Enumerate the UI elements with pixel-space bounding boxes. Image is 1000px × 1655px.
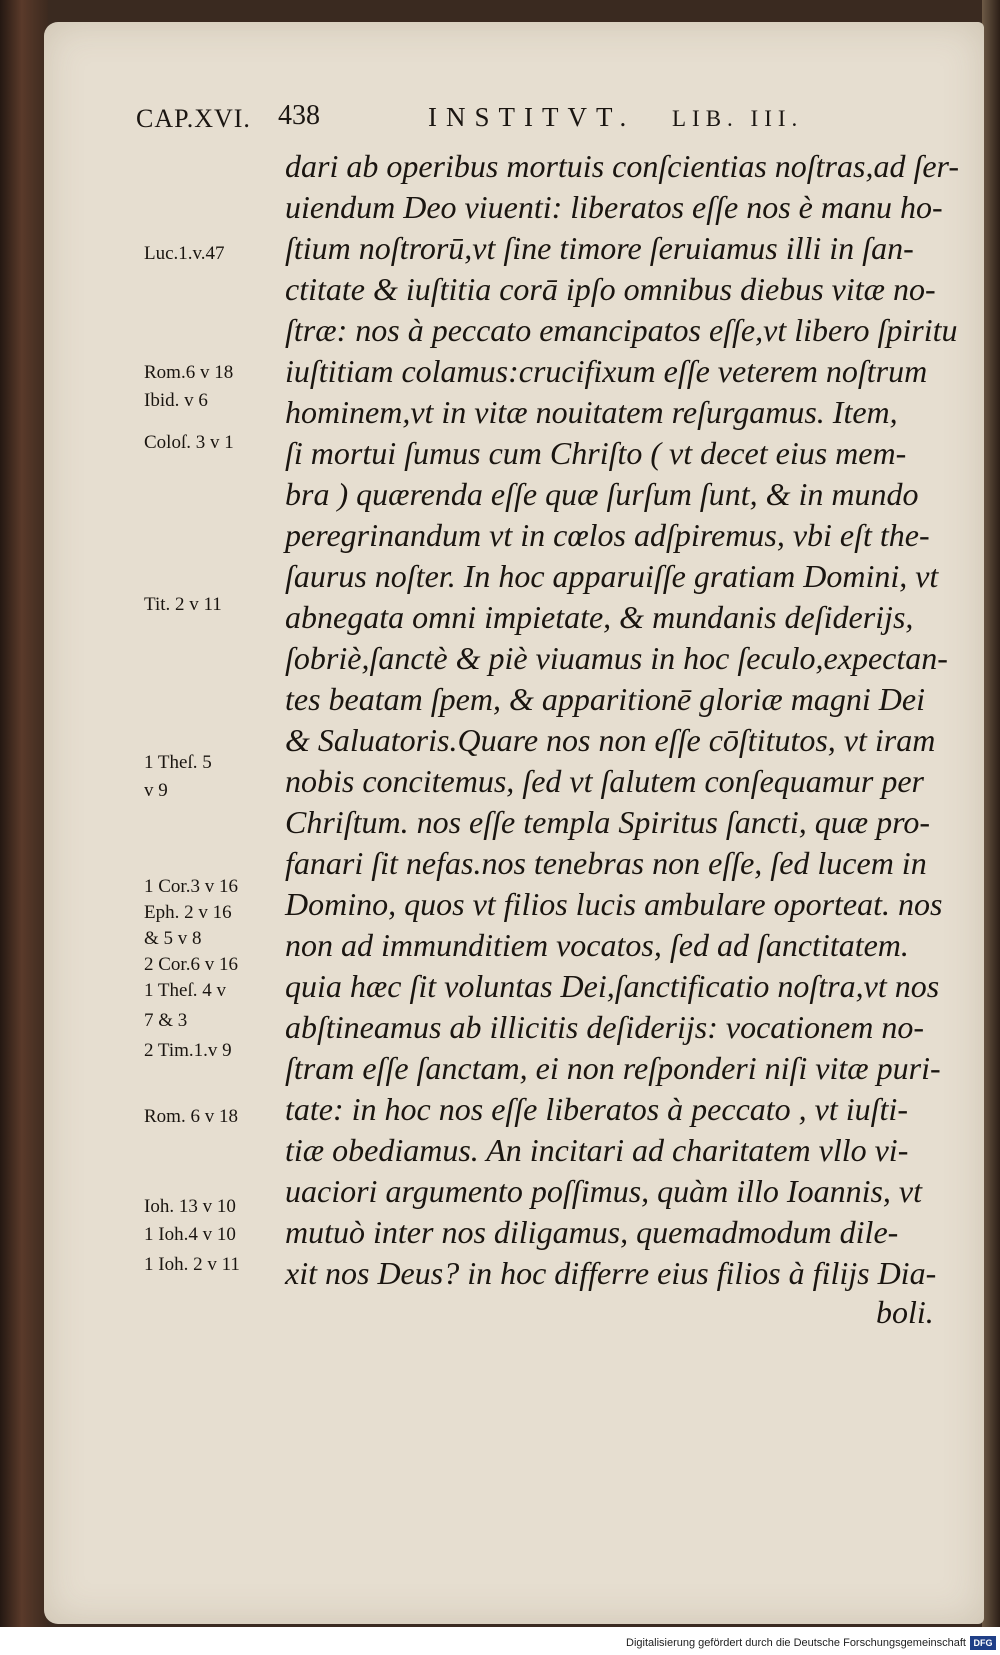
marginal-reference: v 9 bbox=[144, 780, 168, 801]
body-line: xit nos Deus? in hoc differre eius filios à filijs Dia- bbox=[285, 1255, 937, 1291]
marginal-reference: 1 Ioh. 2 v 11 bbox=[144, 1254, 240, 1275]
page-number: 438 bbox=[278, 100, 320, 131]
body-line: & Saluatoris.Quare nos non eſſe cōſtitutos, vt iram bbox=[285, 722, 936, 758]
marginal-reference: 1 Theſ. 4 v bbox=[144, 980, 226, 1001]
body-line: uiendum Deo viuenti: liberatos eſſe nos è manu ho- bbox=[285, 189, 943, 225]
body-line: dari ab operibus mortuis conſcientias noſtras,ad ſer- bbox=[285, 148, 960, 184]
body-line: ſaurus noſter. In hoc apparuiſſe gratiam Domini, vt bbox=[285, 558, 939, 594]
marginal-reference: 1 Ioh.4 v 10 bbox=[144, 1224, 236, 1245]
marginal-reference: Ibid. v 6 bbox=[144, 390, 208, 411]
body-line: uaciori argumento poſſimus, quàm illo Ioannis, vt bbox=[285, 1173, 923, 1209]
marginal-reference: 2 Tim.1.v 9 bbox=[144, 1040, 232, 1061]
body-line: ſtram eſſe ſanctam, ei non reſponderi niſi vitæ puri- bbox=[285, 1050, 941, 1086]
body-line: nobis concitemus, ſed vt ſalutem conſequamur per bbox=[285, 763, 924, 799]
body-line: ſi mortui ſumus cum Chriſto ( vt decet eius mem- bbox=[285, 435, 907, 471]
marginal-reference: Eph. 2 v 16 bbox=[144, 902, 232, 923]
body-line: ſobriè,ſanctè & piè viuamus in hoc ſeculo,expectan- bbox=[285, 640, 948, 676]
marginal-reference: Rom. 6 v 18 bbox=[144, 1106, 238, 1127]
marginal-reference: Coloſ. 3 v 1 bbox=[144, 432, 234, 453]
body-line: non ad immunditiem vocatos, ſed ad ſanctitatem. bbox=[285, 927, 909, 963]
marginal-reference: 1 Theſ. 5 bbox=[144, 752, 212, 773]
body-line: hominem,vt in vitæ nouitatem reſurgamus. Item, bbox=[285, 394, 898, 430]
book-binding-left bbox=[0, 0, 48, 1655]
body-line: Domino, quos vt filios lucis ambulare oporteat. nos bbox=[285, 886, 943, 922]
body-line: tes beatam ſpem, & apparitionē gloriæ magni Dei bbox=[285, 681, 925, 717]
marginal-reference: 2 Cor.6 v 16 bbox=[144, 954, 238, 975]
marginal-reference: Rom.6 v 18 bbox=[144, 362, 234, 383]
running-head-chapter: CAP.XVI. bbox=[136, 104, 251, 133]
marginal-reference: 1 Cor.3 v 16 bbox=[144, 876, 238, 897]
body-line: peregrinandum vt in cœlos adſpiremus, vbi eſt the- bbox=[285, 517, 930, 553]
body-line: ſtium noſtrorū,vt ſine timore ſeruiamus illi in ſan- bbox=[285, 230, 914, 266]
body-line: tate: in hoc nos eſſe liberatos à peccato , vt iuſti- bbox=[285, 1091, 908, 1127]
marginal-reference: 7 & 3 bbox=[144, 1010, 188, 1031]
body-line: iuſtitiam colamus:crucifixum eſſe veterem noſtrum bbox=[285, 353, 928, 389]
body-line: mutuò inter nos diligamus, quemadmodum dile- bbox=[285, 1214, 899, 1250]
marginal-reference: Tit. 2 v 11 bbox=[144, 594, 222, 615]
running-head-book: LIB. III. bbox=[672, 106, 804, 131]
body-line: bra ) quærenda eſſe quæ ſurſum ſunt, & in mundo bbox=[285, 476, 919, 512]
dfg-logo: DFG bbox=[970, 1636, 996, 1650]
body-line: fanari ſit nefas.nos tenebras non eſſe, ſed lucem in bbox=[285, 845, 927, 881]
body-line: Chriſtum. nos eſſe templa Spiritus ſancti, quæ pro- bbox=[285, 804, 931, 840]
body-line: tiæ obediamus. An incitari ad charitatem vllo vi- bbox=[285, 1132, 909, 1168]
marginal-reference: Ioh. 13 v 10 bbox=[144, 1196, 236, 1217]
body-line: ſtræ: nos à peccato emancipatos eſſe,vt libero ſpiritu bbox=[285, 312, 958, 348]
body-line: abnegata omni impietate, & mundanis deſiderijs, bbox=[285, 599, 914, 635]
body-line: abſtineamus ab illicitis deſiderijs: vocationem no- bbox=[285, 1009, 925, 1045]
body-line: ctitate & iuſtitia corā ipſo omnibus diebus vitæ no- bbox=[285, 271, 936, 307]
running-head-title: INSTITVT. bbox=[428, 102, 636, 132]
marginal-reference: & 5 v 8 bbox=[144, 928, 202, 949]
body-line-catchword: boli. bbox=[876, 1294, 934, 1330]
marginal-reference: Luc.1.v.47 bbox=[144, 243, 225, 264]
body-line: quia hæc ſit voluntas Dei,ſanctificatio noſtra,vt nos bbox=[285, 968, 940, 1004]
footer-credit: Digitalisierung gefördert durch die Deutsche Forschungsgemeinschaft bbox=[626, 1637, 966, 1649]
book-binding-right bbox=[982, 0, 1000, 1655]
